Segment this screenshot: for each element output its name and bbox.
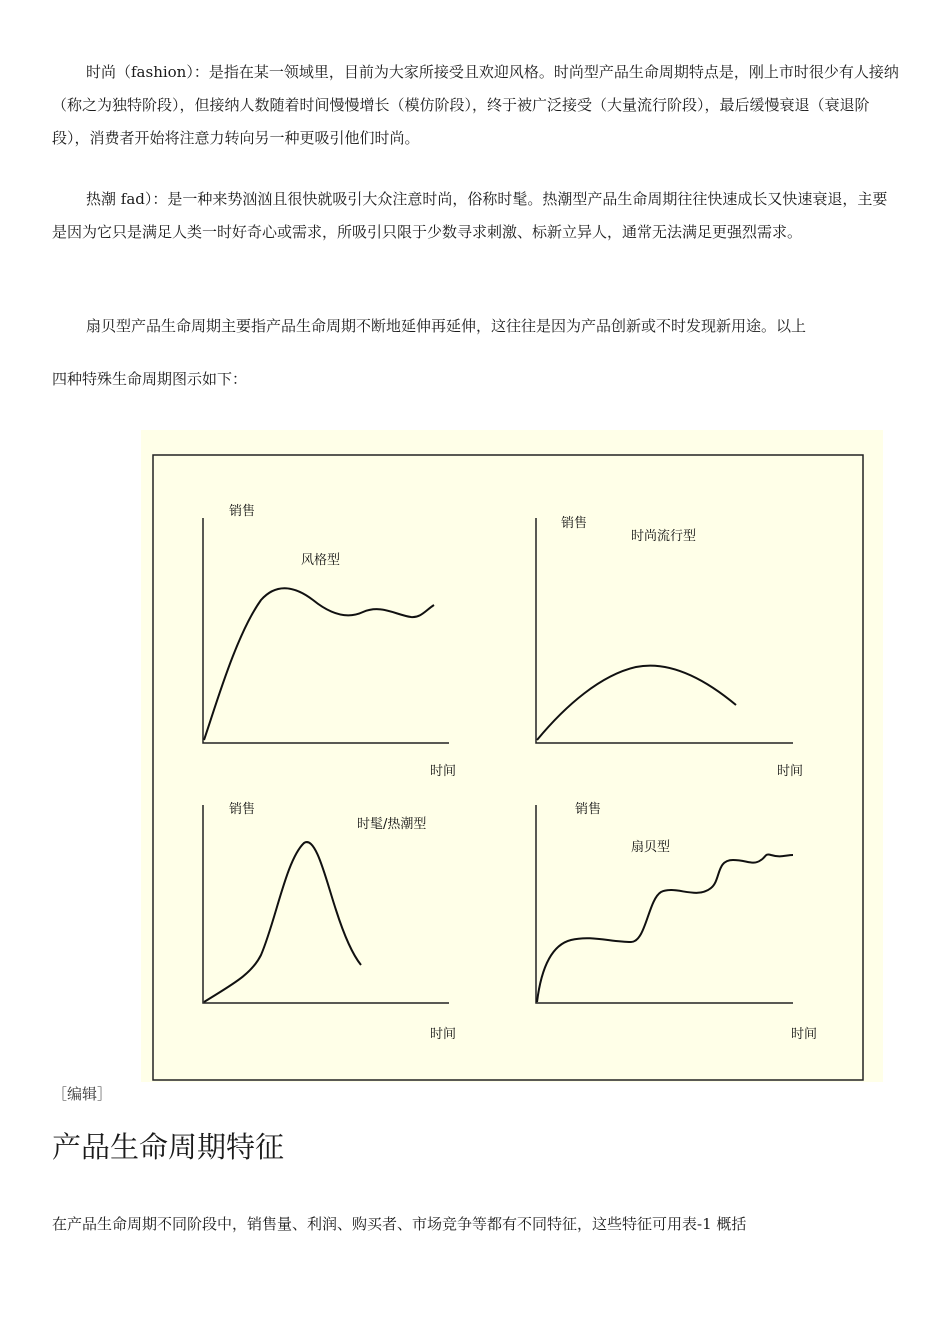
paragraph-scallop: 扇贝型产品生命周期主要指产品生命周期不断地延伸再延伸，这往往是因为产品创新或不时发现新用途。以上 bbox=[86, 317, 807, 335]
chart-fashion-title: 时尚流行型 bbox=[631, 529, 697, 544]
paragraph-fashion: 时尚（fashion）：是指在某一领域里，目前为大家所接受且欢迎风格。时尚型产品生命周期特点是，刚上市时很少有人接纳（称之为独特阶段），但接纳人数随着时间慢慢增长（模仿阶段），终于被广泛接受（大量流行阶段），最后缓慢衰退（衰退阶段），消费者开始将注意力转向另一种更吸引他们时尚。 bbox=[52, 63, 899, 147]
chart-scallop-y-label: 销售 bbox=[575, 802, 602, 817]
figure-background bbox=[141, 430, 883, 1082]
chart-style-title: 风格型 bbox=[301, 553, 341, 568]
paragraph-table-intro: 在产品生命周期不同阶段中，销售量、利润、购买者、市场竞争等都有不同特征，这些特征可用表-1 概括 bbox=[52, 1215, 747, 1233]
edit-link[interactable]: ［编辑］ bbox=[52, 1085, 113, 1103]
lifecycle-figure bbox=[141, 430, 883, 1082]
chart-fad-title: 时髦/热潮型 bbox=[357, 817, 427, 832]
chart-fashion-y-label: 销售 bbox=[561, 516, 588, 531]
chart-fad-x-label: 时间 bbox=[430, 1027, 457, 1042]
chart-style-x-label: 时间 bbox=[430, 764, 457, 779]
paragraph-figure-intro: 四种特殊生命周期图示如下： bbox=[52, 370, 248, 388]
chart-style-y-label: 销售 bbox=[229, 504, 256, 519]
chart-fad-y-label: 销售 bbox=[229, 802, 256, 817]
section-heading: 产品生命周期特征 bbox=[52, 1130, 285, 1164]
paragraph-fad: 热潮 fad）：是一种来势汹汹且很快就吸引大众注意时尚，俗称时髦。热潮型产品生命周期往往快速成长又快速衰退，主要是因为它只是满足人类一时好奇心或需求，所吸引只限于少数寻求刺激、标新立异人，通常无法满足更强烈需求。 bbox=[52, 190, 888, 241]
chart-scallop-title: 扇贝型 bbox=[631, 840, 671, 855]
chart-scallop-x-label: 时间 bbox=[791, 1027, 818, 1042]
chart-fashion-x-label: 时间 bbox=[777, 764, 804, 779]
